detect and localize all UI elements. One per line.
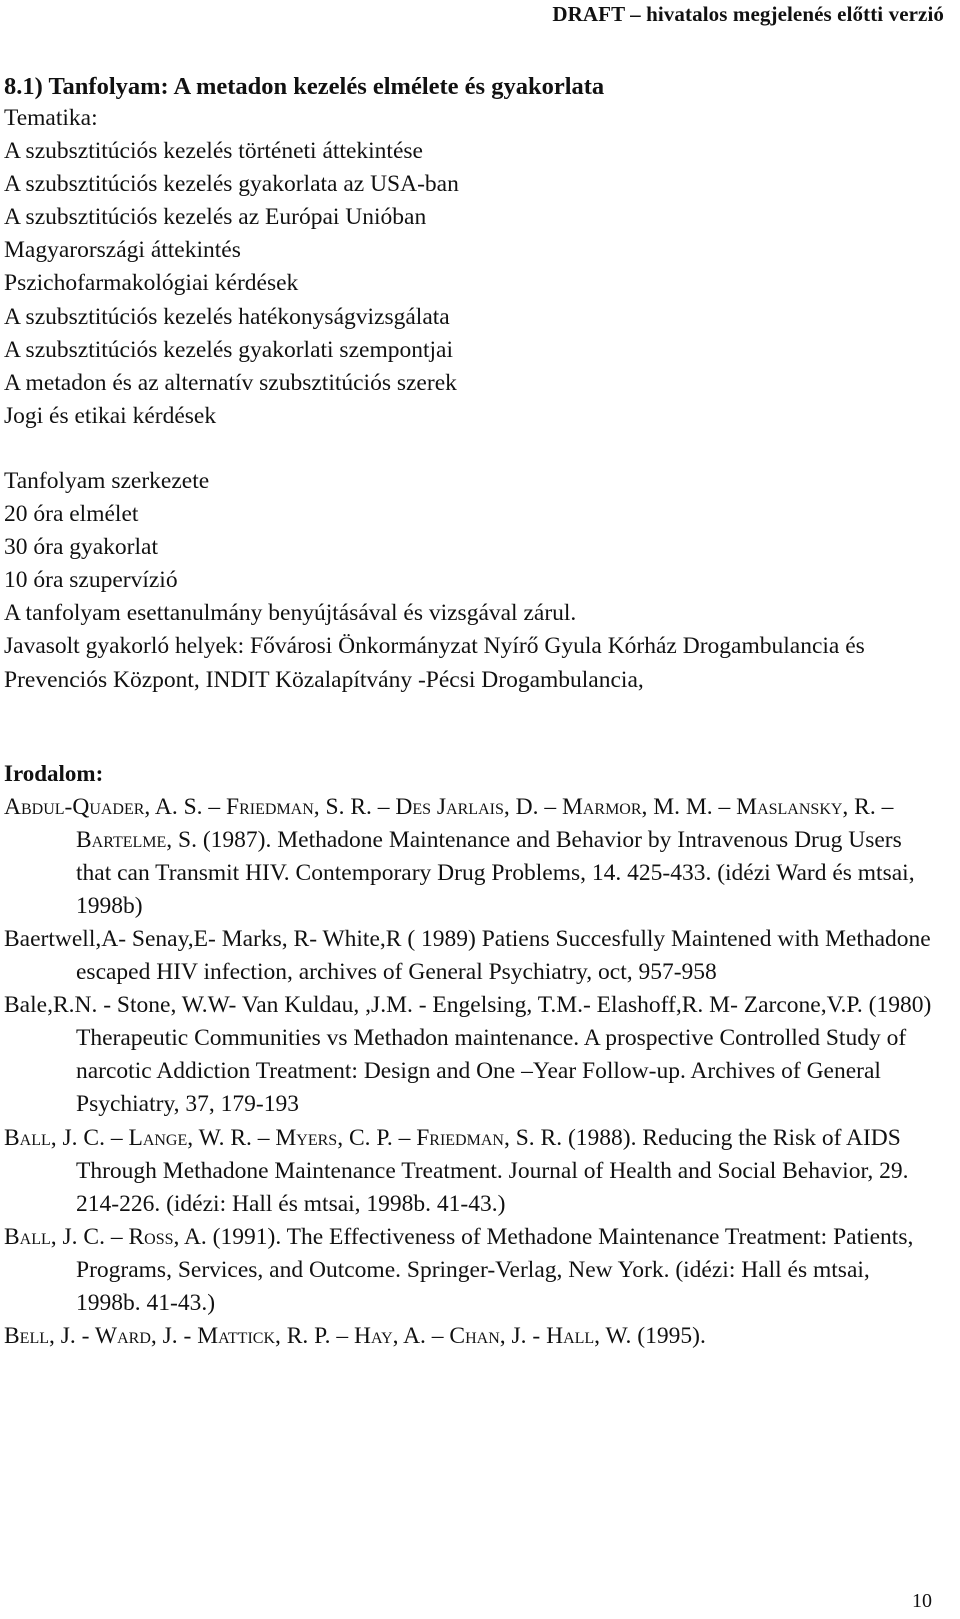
- section-title: 8.1) Tanfolyam: A metadon kezelés elmélete és gyakorlata: [4, 73, 605, 100]
- reference-text: (1991). The Effectiveness of Methadone Maintenance Treatment: Patients, Programs, Services, and Outcome. Springer-Verlag, New York. (idézi: Hall és mtsai, 1998b. 41-43.): [76, 1223, 914, 1316]
- structure-list: [4, 498, 934, 597]
- structure-item: 30 óra gyakorlat: [4, 534, 159, 561]
- tematika-list: [4, 135, 934, 433]
- reference-text: Baertwell,A- Senay,E- Marks, R- White,R ( 1989) Patiens Succesfully Maintened with Methadone escaped HIV infection, archives of General Psychiatry, oct, 957-958: [4, 925, 931, 986]
- structure-item: 20 óra elmélet: [4, 501, 139, 528]
- reference-item: [4, 1221, 934, 1320]
- tematika-item: A szubsztitúciós kezelés hatékonyságvizsgálata: [4, 303, 450, 330]
- page-number: 10: [912, 1590, 932, 1612]
- tematika-item: Jogi és etikai kérdések: [4, 402, 217, 429]
- structure-label: Tanfolyam szerkezete: [4, 467, 210, 494]
- tematika-item: Pszichofarmakológiai kérdések: [4, 270, 299, 297]
- reference-item: [4, 1320, 934, 1353]
- tematika-item: A metadon és az alternatív szubsztitúciós szerek: [4, 369, 457, 396]
- reference-item: [4, 989, 934, 1121]
- reference-text: (1995).: [631, 1323, 706, 1350]
- spacer: [4, 697, 934, 759]
- reference-list: [4, 791, 934, 1354]
- tematika-item: A szubsztitúciós kezelés az Európai Unióban: [4, 204, 427, 231]
- reference-text: (1988). Reducing the Risk of AIDS Through Methadone Maintenance Treatment. Journal of Health and Social Behavior, 29. 214-226. (idézi: Hall és mtsai, 1998b. 41-43.): [76, 1124, 909, 1217]
- structure-item: 10 óra szupervízió: [4, 567, 178, 594]
- document-body: [4, 72, 934, 1353]
- practice-sites: Javasolt gyakorló helyek: Fővárosi Önkormányzat Nyírő Gyula Kórház Drogambulancia és Prevenciós Központ, INDIT Közalapítvány -Pécsi Drogambulancia,: [4, 633, 865, 693]
- reference-authors: Bell, J. - Ward, J. - Mattick, R. P. – Hay, A. – Chan, J. - Hall, W.: [4, 1323, 632, 1350]
- reference-item: [4, 791, 934, 923]
- tematika-item: Magyarországi áttekintés: [4, 237, 241, 264]
- reference-text: Bale,R.N. - Stone, W.W- Van Kuldau, ,J.M. - Engelsing, T.M.- Elashoff,R. M- Zarcone,V.P. (1980) Therapeutic Communities vs Methadon maintenance. A prospective Controlled Study of narcotic Addiction Treatment: Design and One –Year Follow-up. Archives of General Psychiatry, 37, 179-193: [4, 992, 932, 1118]
- reference-authors: Ball, J. C. – Lange, W. R. – Myers, C. P. – Friedman, S. R.: [4, 1124, 563, 1151]
- reference-authors: Ball, J. C. – Ross, A.: [4, 1223, 207, 1250]
- tematika-item: A szubsztitúciós kezelés történeti áttekintése: [4, 138, 423, 165]
- tematika-item: A szubsztitúciós kezelés gyakorlati szempontjai: [4, 336, 453, 363]
- reference-item: [4, 923, 934, 989]
- reference-authors: Abdul-Quader, A. S. – Friedman, S. R. – Des Jarlais, D. – Marmor, M. M. – Maslansky, R. – Bartelme, S.: [4, 793, 894, 853]
- reference-text: (1987). Methadone Maintenance and Behavior by Intravenous Drug Users that can Transmit HIV. Contemporary Drug Problems, 14. 425-433. (idézi Ward és mtsai, 1998b): [76, 826, 915, 919]
- closing-sentence: A tanfolyam esettanulmány benyújtásával és vizsgával zárul.: [4, 600, 577, 627]
- literature-title: Irodalom:: [4, 760, 104, 786]
- draft-header: DRAFT – hivatalos megjelenés előtti verzió: [552, 2, 944, 26]
- reference-item: [4, 1122, 934, 1221]
- tematika-label: Tematika:: [4, 105, 98, 131]
- tematika-item: A szubsztitúciós kezelés gyakorlata az USA-ban: [4, 171, 459, 198]
- spacer: [4, 433, 934, 465]
